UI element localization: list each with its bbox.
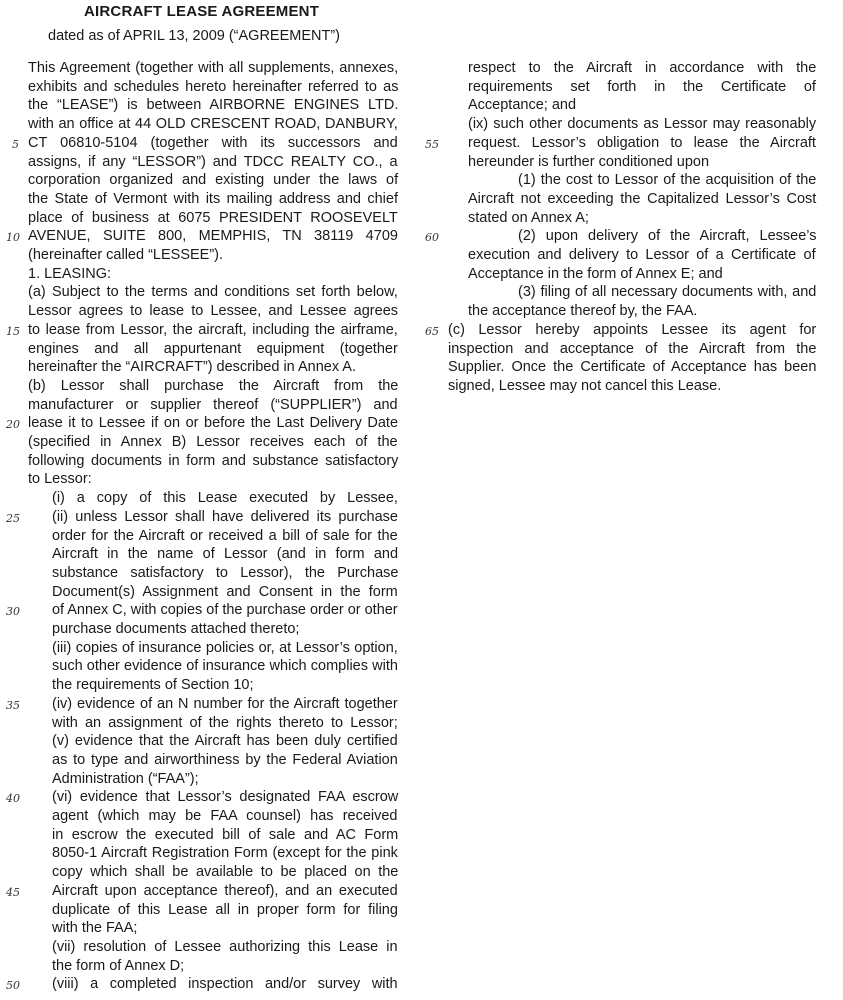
text-line: engines and all appurtenant equipment (together — [28, 340, 398, 357]
text-line: (c) Lessor hereby appoints Lessee its agent for — [448, 321, 817, 338]
text-line: agent (which may be FAA counsel) has received — [52, 808, 398, 824]
text-line: with an assignment of the rights thereto to Lessor; — [52, 714, 398, 731]
text-line: the “LEASE”) is between AIRBORNE ENGINES LTD. — [28, 97, 399, 114]
text-line: Document(s) Assignment and Consent in the form — [52, 583, 398, 600]
text-line: (iii) copies of insurance policies or, at Lessor’s option, — [52, 639, 398, 656]
line-number: 55 — [425, 137, 439, 151]
text-line: request. Lessor’s obligation to lease the Aircraft — [468, 134, 816, 151]
text-line: with an office at 44 OLD CRESCENT ROAD, DANBURY, — [28, 116, 398, 133]
text-line: Aircraft not exceeding the Capitalized Lessor’s Cost — [468, 190, 817, 207]
line-number: 35 — [6, 698, 20, 712]
line-number: 30 — [6, 605, 20, 619]
text-line: respect to the Aircraft in accordance with the — [468, 60, 817, 76]
text-line: lease it to Lessee if on or before the Last Delivery Date — [28, 415, 399, 432]
text-line: (hereinafter called “LESSEE”). — [28, 247, 224, 263]
line-number: 20 — [6, 418, 20, 432]
text-line: assigns, if any “LESSOR”) and TDCC REALTY CO., a — [28, 153, 398, 170]
text-line: of Annex C, with copies of the purchase order or other — [52, 602, 398, 619]
text-line: (2) upon delivery of the Aircraft, Lessee’s — [518, 228, 817, 245]
text-line: (b) Lessor shall purchase the Aircraft from the — [28, 377, 399, 394]
text-line: (iv) evidence of an N number for the Aircraft together — [52, 695, 398, 712]
text-line: (v) evidence that the Aircraft has been duly certified — [52, 733, 398, 750]
text-line: (ix) such other documents as Lessor may reasonably — [468, 116, 817, 133]
text-line: order for the Aircraft or received a bill of sale for the — [52, 527, 398, 544]
line-number: 25 — [6, 511, 20, 525]
text-line: (specified in Annex B) Lessor receives each of the — [28, 434, 398, 450]
line-number: 15 — [6, 324, 20, 338]
line-number: 50 — [6, 979, 20, 993]
document-title: AIRCRAFT LEASE AGREEMENT — [84, 3, 320, 20]
text-line: Aircraft in the name of Lessor (and in form and — [52, 546, 399, 563]
document-subtitle: dated as of APRIL 13, 2009 (“AGREEMENT”) — [48, 28, 341, 44]
line-number: 60 — [425, 231, 439, 245]
text-line: Aircraft upon acceptance thereof), and an executed — [52, 882, 398, 899]
text-line: AVENUE, SUITE 800, MEMPHIS, TN 38119 4709 — [28, 228, 398, 245]
text-line: place of business at 6075 PRESIDENT ROOSEVELT — [28, 209, 398, 226]
text-line: the requirements of Section 10; — [52, 677, 254, 694]
text-line: to Lessor: — [28, 471, 92, 488]
line-number: 65 — [425, 324, 439, 338]
line-number: 5 — [12, 137, 19, 151]
text-line: Acceptance; and — [468, 97, 577, 114]
line-number: 40 — [6, 792, 20, 806]
text-line: Acceptance in the form of Annex E; and — [468, 265, 723, 282]
text-line: hereunder is further conditioned upon — [468, 153, 710, 170]
text-line: Supplier. Once the Certificate of Acceptance has been — [448, 359, 817, 376]
text-line: in escrow the executed bill of sale and AC Form — [52, 826, 399, 843]
text-line: with the FAA; — [52, 920, 138, 937]
text-line: such other evidence of insurance which complies with — [52, 658, 398, 675]
text-line: (i) a copy of this Lease executed by Lessee, — [52, 490, 398, 507]
text-line: Administration (“FAA”); — [52, 770, 199, 787]
text-line: (a) Subject to the terms and conditions set forth below, — [28, 284, 398, 301]
text-line: the form of Annex D; — [52, 957, 185, 974]
text-line: (ii) unless Lessor shall have delivered its purchase — [52, 508, 398, 525]
text-line: following documents in form and substance satisfactory — [28, 452, 399, 469]
text-line: substance satisfactory to Lessor), the Purchase — [52, 564, 399, 581]
line-number: 10 — [6, 231, 20, 245]
text-line: (vii) resolution of Lessee authorizing this Lease in — [52, 938, 398, 955]
text-line: 8050-1 Aircraft Registration Form (except for the pink — [52, 845, 398, 862]
text-line: duplicate of this Lease all in proper form for filing — [52, 901, 398, 918]
text-line: the acceptance thereof by, the FAA. — [468, 303, 698, 320]
text-line: copy which shall be available to be placed on the — [52, 864, 399, 881]
text-line: stated on Annex A; — [468, 209, 589, 226]
text-line: hereinafter the “AIRCRAFT”) described in Annex A. — [28, 359, 357, 376]
text-line: 1. LEASING: — [28, 265, 112, 282]
text-line: corporation organized and existing under the laws of — [28, 172, 399, 189]
text-line: the State of Vermont with its mailing address and chief — [28, 190, 398, 207]
text-line: (viii) a completed inspection and/or survey with — [52, 976, 398, 993]
text-line: execution and delivery to Lessor of a Certificate of — [468, 247, 816, 263]
text-line: This Agreement (together with all supplements, annexes, — [28, 60, 399, 76]
text-line: (3) filing of all necessary documents with, and — [518, 284, 817, 301]
text-line: signed, Lessee may not cancel this Lease. — [448, 377, 722, 394]
text-line: inspection and acceptance of the Aircraft from the — [448, 340, 817, 357]
text-line: exhibits and schedules hereto hereinafter referred to as — [28, 78, 399, 95]
text-line: as to type and airworthiness by the Federal Aviation — [52, 751, 398, 768]
text-line: purchase documents attached thereto; — [52, 621, 300, 637]
line-number: 45 — [6, 885, 20, 899]
text-line: to lease from Lessor, the aircraft, including the airframe, — [28, 321, 398, 338]
text-line: manufacturer or supplier thereof (“SUPPLIER”) and — [28, 396, 398, 413]
text-line: (1) the cost to Lessor of the acquisition of the — [518, 172, 817, 189]
text-line: CT 06810-5104 (together with its successors and — [28, 134, 398, 151]
text-line: (vi) evidence that Lessor’s designated FAA escrow — [52, 789, 399, 806]
text-line: Lessor agrees to lease to Lessee, and Lessee agrees — [28, 303, 399, 320]
text-line: requirements set forth in the Certificate of — [468, 78, 816, 95]
